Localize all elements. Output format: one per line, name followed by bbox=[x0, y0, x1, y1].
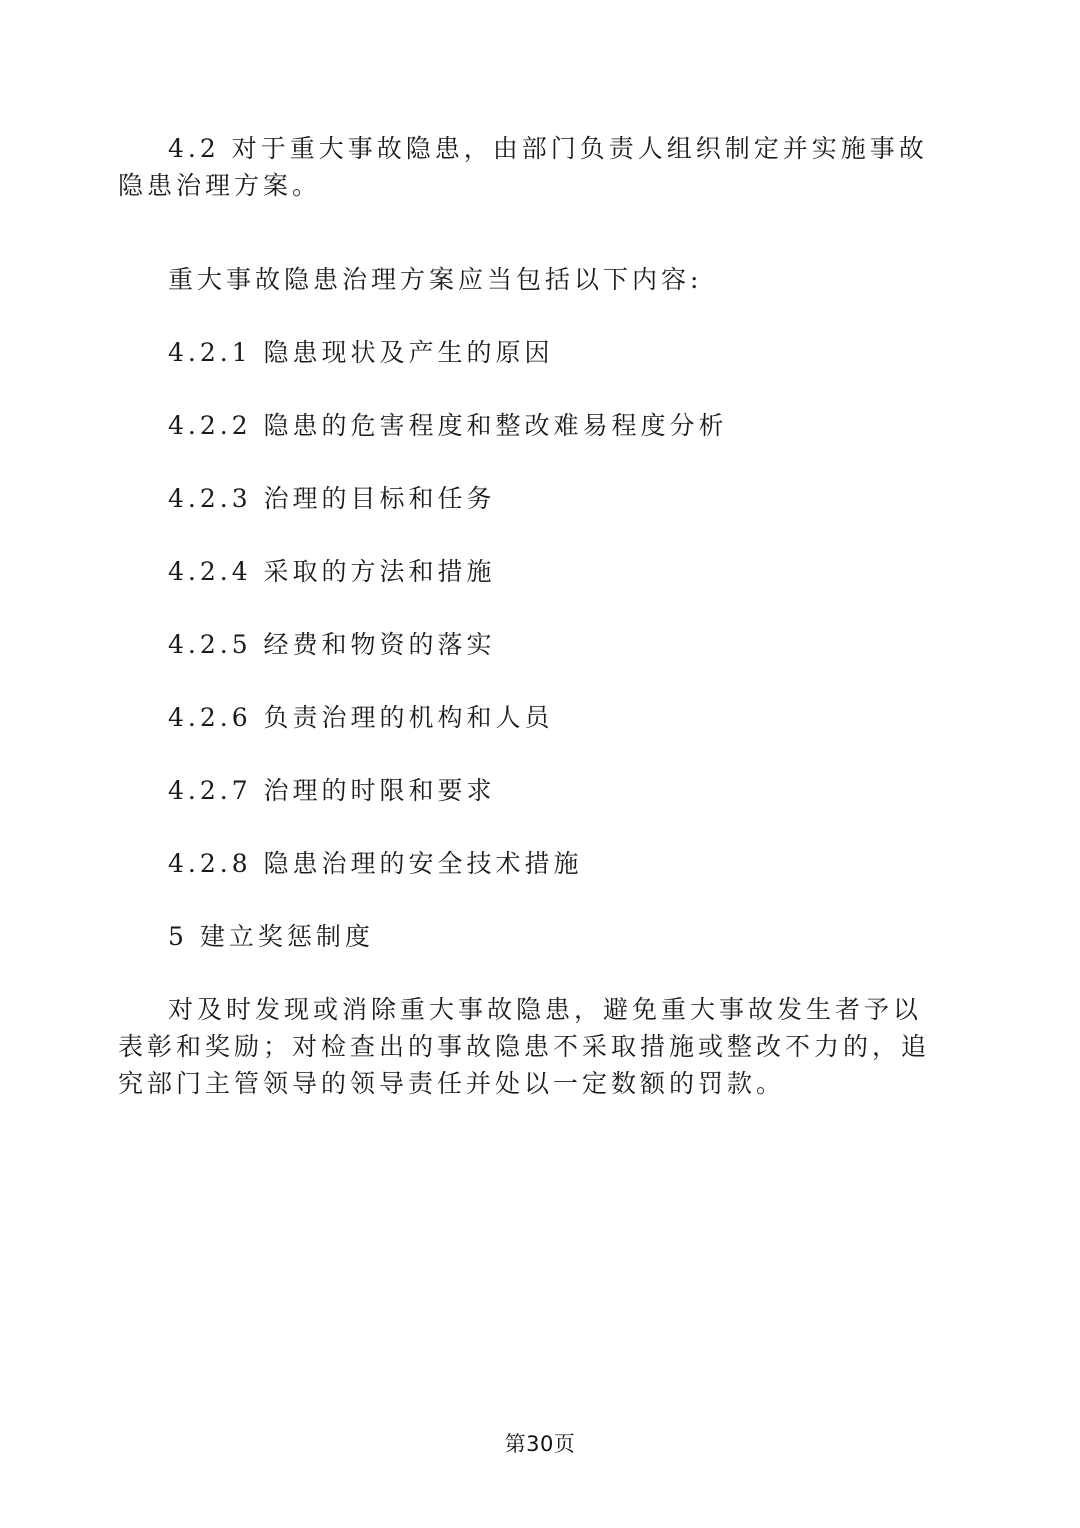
paragraph-4-2: 4.2 对于重大事故隐患，由部门负责人组织制定并实施事故隐患治理方案。 bbox=[118, 134, 928, 200]
list-item: 4.2.3 治理的目标和任务 bbox=[168, 484, 496, 513]
section-5-heading: 5 建立奖惩制度 bbox=[168, 922, 374, 951]
list-item: 4.2.1 隐患现状及产生的原因 bbox=[168, 338, 554, 367]
list-item: 4.2.2 隐患的危害程度和整改难易程度分析 bbox=[168, 411, 728, 440]
list-item: 4.2.5 经费和物资的落实 bbox=[168, 630, 496, 659]
list-item: 4.2.4 采取的方法和措施 bbox=[168, 557, 496, 586]
list-item: 4.2.7 治理的时限和要求 bbox=[168, 776, 496, 805]
list-item: 4.2.8 隐患治理的安全技术措施 bbox=[168, 849, 583, 878]
section-5-body: 对及时发现或消除重大事故隐患，避免重大事故发生者予以表彰和奖励；对检查出的事故隐患不采取措施或整改不力的，追究部门主管领导的领导责任并处以一定数额的罚款。 bbox=[118, 995, 931, 1098]
content-intro: 重大事故隐患治理方案应当包括以下内容: bbox=[168, 265, 703, 294]
page-number: 第30页 bbox=[504, 1432, 576, 1456]
list-item: 4.2.6 负责治理的机构和人员 bbox=[168, 703, 554, 732]
